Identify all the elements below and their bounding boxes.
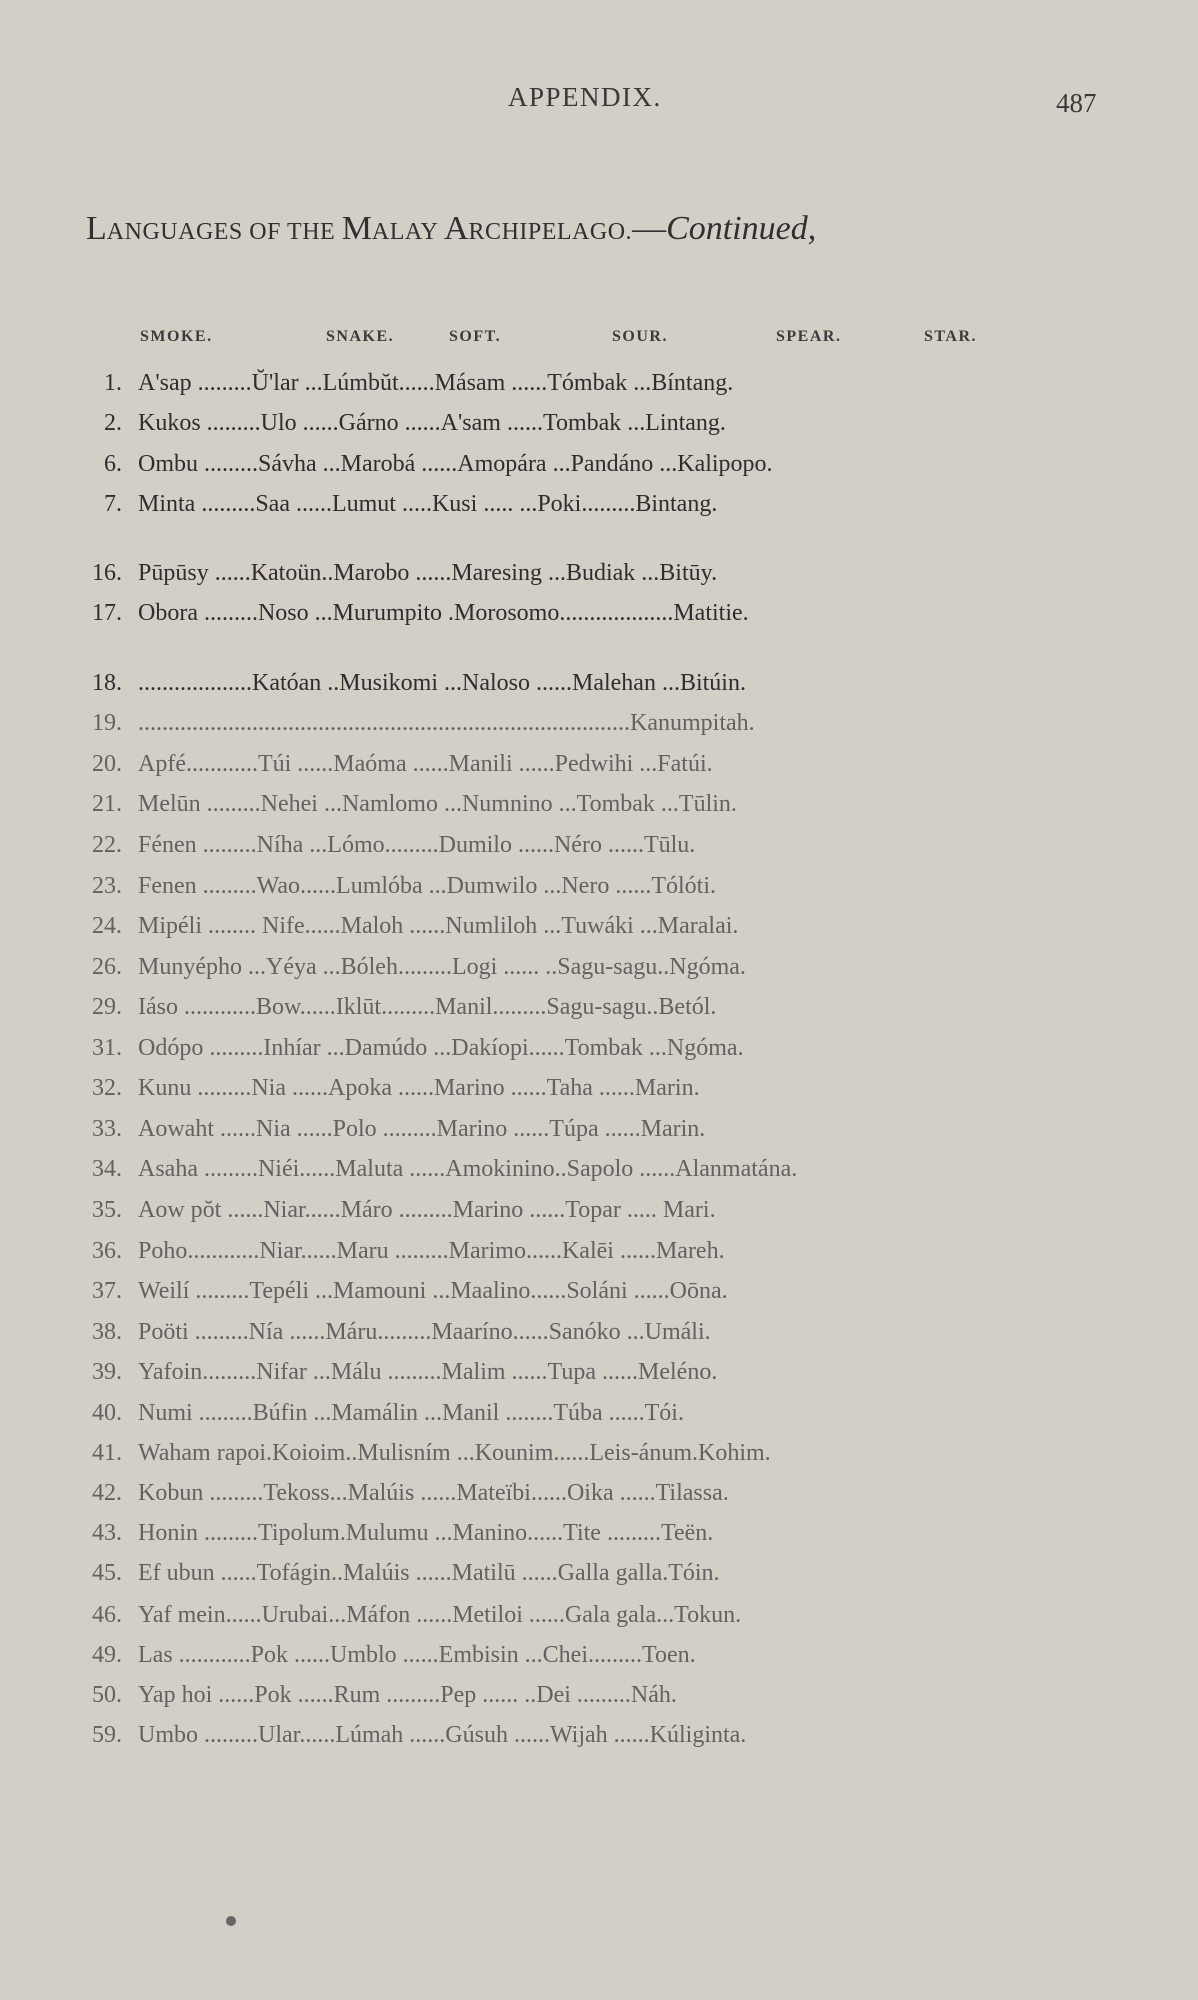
row-entries: Fenen .........Wao......Lumlóba ...Dumwilo ...Nero ......Tólóti. <box>138 873 716 899</box>
row-entries: Asaha .........Niéi......Maluta ......Amokinino..Sapolo ......Alanmatána. <box>138 1156 798 1182</box>
column-header-spear: SPEAR. <box>776 328 842 345</box>
row-number: 31. <box>92 1035 122 1061</box>
row-entries: Ombu .........Sávha ...Marobá ......Amopára ...Pandáno ...Kalipopo. <box>138 451 773 477</box>
row-number: 37. <box>92 1278 122 1304</box>
heading-smallcaps-1: ANGUAGES OF THE <box>106 219 342 245</box>
row-entries: Odópo .........Inhíar ...Damúdo ...Dakíopi......Tombak ...Ngóma. <box>138 1035 744 1061</box>
row-number: 46. <box>92 1602 122 1628</box>
row-number: 24. <box>92 913 122 939</box>
row-number: 32. <box>92 1075 122 1101</box>
row-number: 59. <box>92 1722 122 1748</box>
row-entries: Yap hoi ......Pok ......Rum .........Pep ...... ..Dei .........Náh. <box>138 1682 677 1708</box>
row-number: 26. <box>92 954 122 980</box>
row-number: 39. <box>92 1359 122 1385</box>
row-number: 36. <box>92 1238 122 1264</box>
row-number: 1. <box>104 370 122 396</box>
heading-continued: Continued, <box>666 210 817 247</box>
row-number: 21. <box>92 791 122 817</box>
heading-cap-2: M <box>341 210 372 247</box>
column-header-star: STAR. <box>924 328 977 345</box>
row-entries: Honin .........Tipolum.Mulumu ...Manino......Tite .........Teën. <box>138 1520 714 1546</box>
heading-cap-3: A <box>443 210 469 247</box>
row-number: 38. <box>92 1319 122 1345</box>
heading-cap-1: L <box>86 210 107 247</box>
row-entries: Yafoin.........Nifar ...Málu .........Malim ......Tupa ......Meléno. <box>138 1359 718 1385</box>
row-entries: Weilí .........Tepéli ...Mamouni ...Maalino......Soláni ......Oōna. <box>138 1278 728 1304</box>
column-header-soft: SOFT. <box>449 328 502 345</box>
row-number: 41. <box>92 1440 122 1466</box>
row-entries: Melūn .........Nehei ...Namlomo ...Numnino ...Tombak ...Tūlin. <box>138 791 737 817</box>
row-number: 6. <box>104 451 122 477</box>
row-number: 34. <box>92 1156 122 1182</box>
row-entries: Kobun .........Tekoss...Malúis ......Mateïbi......Oika ......Tilassa. <box>138 1480 729 1506</box>
row-entries: Poho............Niar......Maru .........Marimo......Kalēi ......Mareh. <box>138 1238 725 1264</box>
row-number: 35. <box>92 1197 122 1223</box>
row-number: 18. <box>92 670 122 696</box>
row-number: 49. <box>92 1642 122 1668</box>
row-entries: Fénen .........Níha ...Lómo.........Dumilo ......Néro ......Tūlu. <box>138 832 696 858</box>
row-number: 43. <box>92 1520 122 1546</box>
row-entries: Pūpūsy ......Katoün..Marobo ......Maresing ...Budiak ...Bitūy. <box>138 560 718 586</box>
row-entries: Munyépho ...Yéya ...Bóleh.........Logi ...... ..Sagu-sagu..Ngóma. <box>138 954 746 980</box>
row-entries: Las ............Pok ......Umblo ......Embisin ...Chei.........Toen. <box>138 1642 696 1668</box>
row-entries: Yaf mein......Urubai...Máfon ......Metiloi ......Gala gala...Tokun. <box>138 1602 742 1628</box>
row-entries: Iáso ............Bow......Iklūt.........Manil.........Sagu-sagu..Betól. <box>138 994 717 1020</box>
row-number: 40. <box>92 1400 122 1426</box>
column-header-sour: SOUR. <box>612 328 668 345</box>
row-number: 50. <box>92 1682 122 1708</box>
row-entries: Mipéli ........ Nife......Maloh ......Numliloh ...Tuwáki ...Maralai. <box>138 913 739 939</box>
row-entries: ...................Katóan ..Musikomi ...Naloso ......Malehan ...Bitúin. <box>138 670 746 696</box>
row-number: 7. <box>104 491 122 517</box>
row-entries: A'sap .........Ŭ'lar ...Lúmbŭt......Másam ......Tómbak ...Bíntang. <box>138 370 734 396</box>
row-number: 2. <box>104 410 122 436</box>
row-number: 19. <box>92 710 122 736</box>
row-number: 29. <box>92 994 122 1020</box>
row-entries: ..................................................................................Kanumpitah. <box>138 710 755 736</box>
row-entries: Aowaht ......Nia ......Polo .........Marino ......Túpa ......Marin. <box>138 1116 706 1142</box>
row-number: 42. <box>92 1480 122 1506</box>
row-entries: Ef ubun ......Tofágin..Malúis ......Matilū ......Galla galla.Tóin. <box>138 1560 720 1586</box>
heading-dash: — <box>632 210 667 247</box>
page-number: 487 <box>1056 88 1097 118</box>
running-head: APPENDIX. <box>508 82 662 112</box>
row-number: 33. <box>92 1116 122 1142</box>
row-entries: Kukos .........Ulo ......Gárno ......A'sam ......Tombak ...Lintang. <box>138 410 726 436</box>
row-entries: Waham rapoi.Koioim..Mulisním ...Kounim......Leis-ánum.Kohim. <box>138 1440 771 1466</box>
row-entries: Kunu .........Nia ......Apoka ......Marino ......Taha ......Marin. <box>138 1075 700 1101</box>
row-entries: Apfé............Túi ......Maóma ......Manili ......Pedwihi ...Fatúi. <box>138 751 713 777</box>
row-entries: Numi .........Búfin ...Mamálin ...Manil ........Túba ......Tói. <box>138 1400 684 1426</box>
heading-smallcaps-3: RCHIPELAGO. <box>468 219 633 245</box>
row-entries: Aow pŏt ......Niar......Máro .........Marino ......Topar ..... Mari. <box>138 1197 716 1223</box>
heading-smallcaps-2: ALAY <box>371 219 444 245</box>
row-number: 17. <box>92 600 122 626</box>
row-number: 22. <box>92 832 122 858</box>
row-number: 45. <box>92 1560 122 1586</box>
row-number: 20. <box>92 751 122 777</box>
row-number: 23. <box>92 873 122 899</box>
row-entries: Obora .........Noso ...Murumpito .Morosomo...................Matitie. <box>138 600 749 626</box>
row-entries: Umbo .........Ular......Lúmah ......Gúsuh ......Wijah ......Kúliginta. <box>138 1722 747 1748</box>
column-header-snake: SNAKE. <box>326 328 395 345</box>
row-entries: Minta .........Saa ......Lumut .....Kusi ..... ...Poki.........Bintang. <box>138 491 718 517</box>
ink-spot <box>226 1916 236 1926</box>
column-header-smoke: SMOKE. <box>140 328 213 345</box>
row-number: 16. <box>92 560 122 586</box>
table-heading <box>86 210 816 248</box>
row-entries: Poöti .........Nía ......Máru.........Maaríno......Sanóko ...Umáli. <box>138 1319 711 1345</box>
